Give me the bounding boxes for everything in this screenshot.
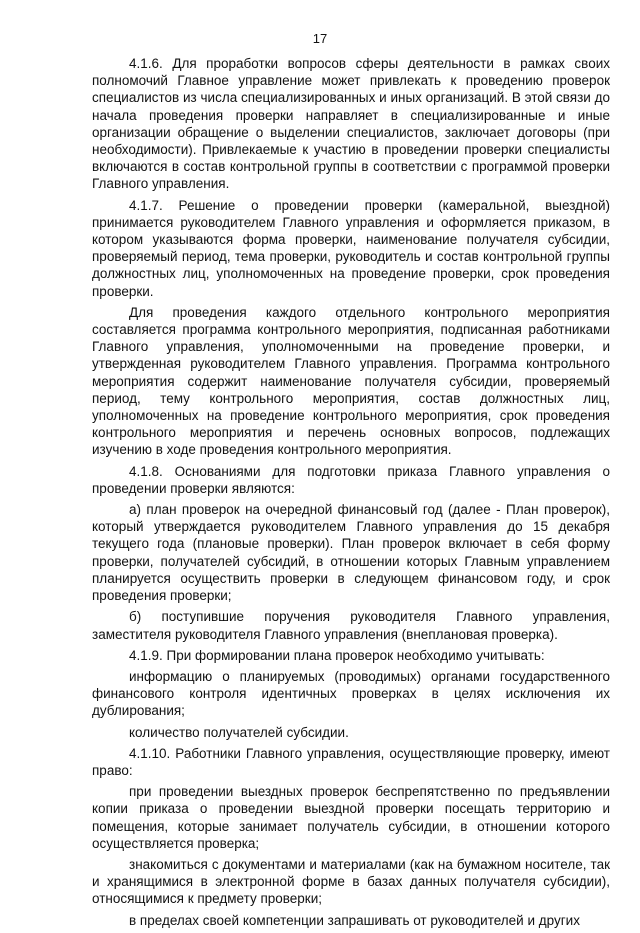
paragraph-4-1-7: 4.1.7. Решение о проведении проверки (камеральной, выездной) принимается руководителем Главного управления и оформляется приказом, в котором указываются форма проверки, наименование получателя субсидии, проверяемый период, тема проверки, руководитель и состав контрольной группы должностных лиц, уполномоченных на проведение проверки, срок проведения проверки. [92,197,610,299]
list-item-information: информацию о планируемых (проводимых) органами государственного финансового контроля идентичных проверках в целях исключения их дублирования; [92,668,610,719]
list-item-a: а) план проверок на очередной финансовый год (далее - План проверок), который утверждается руководителем Главного управления до 15 декабря текущего года (плановые проверки). План проверок включает в себя форму проверки, получателей субсидий, в отношении которых Главным управлением планируется осуществить проверки в следующем финансовом году, и срок проведения проверки; [92,502,610,604]
paragraph-4-1-8: 4.1.8. Основаниями для подготовки приказа Главного управления о проведении проверки являются: [92,463,610,496]
list-item-visit-premises: при проведении выездных проверок беспрепятственно по предъявлении копии приказа о проведении выездной проверки посещать территорию и помещения, которые занимает получатель субсидии, в отношении которого осуществляется проверка; [92,784,610,851]
list-item-request-information: в пределах своей компетенции запрашивать от руководителей и других [129,912,580,928]
paragraph-program: Для проведения каждого отдельного контрольного мероприятия составляется программа контрольного мероприятия, подписанная работниками Главного управления, уполномоченными на проведение проверки, и утвержденная руководителем Главного управления. Программа контрольного мероприятия содержит наименование получателя субсидии, проверяемый период, тему контрольного мероприятия, состав должностных лиц, уполномоченных на проведение контрольного мероприятия, срок проведения контрольного мероприятия и перечень основных вопросов, подлежащих изучению в ходе проведения контрольного мероприятия. [92,304,610,458]
list-item-recipients-count: количество получателей субсидии. [129,724,349,740]
list-item-b: б) поступившие поручения руководителя Главного управления, заместителя руководителя Главного управления (внеплановая проверка). [92,609,610,642]
paragraph-4-1-6: 4.1.6. Для проработки вопросов сферы деятельности в рамках своих полномочий Главное управление может привлекать к проведению проверок специалистов из числа специализированных и иных организаций. В этой связи до начала проведения проверки направляет в специализированные и иные организации обращение о выделении специалистов, заключает договоры (при необходимости). Привлекаемые к участию в проведении проверки специалисты включаются в состав контрольной группы в соответствии с программой проверки Главного управления. [92,56,610,192]
page-number: 17 [312,31,328,46]
document-body [92,55,610,933]
paragraph-4-1-9: 4.1.9. При формировании плана проверок необходимо учитывать: [129,647,545,663]
list-item-review-documents: знакомиться с документами и материалами (как на бумажном носителе, так и хранящимися в электронной форме в базах данных получателя субсидии), относящимися к предмету проверки; [92,856,610,907]
paragraph-4-1-10: 4.1.10. Работники Главного управления, осуществляющие проверку, имеют право: [92,745,610,778]
